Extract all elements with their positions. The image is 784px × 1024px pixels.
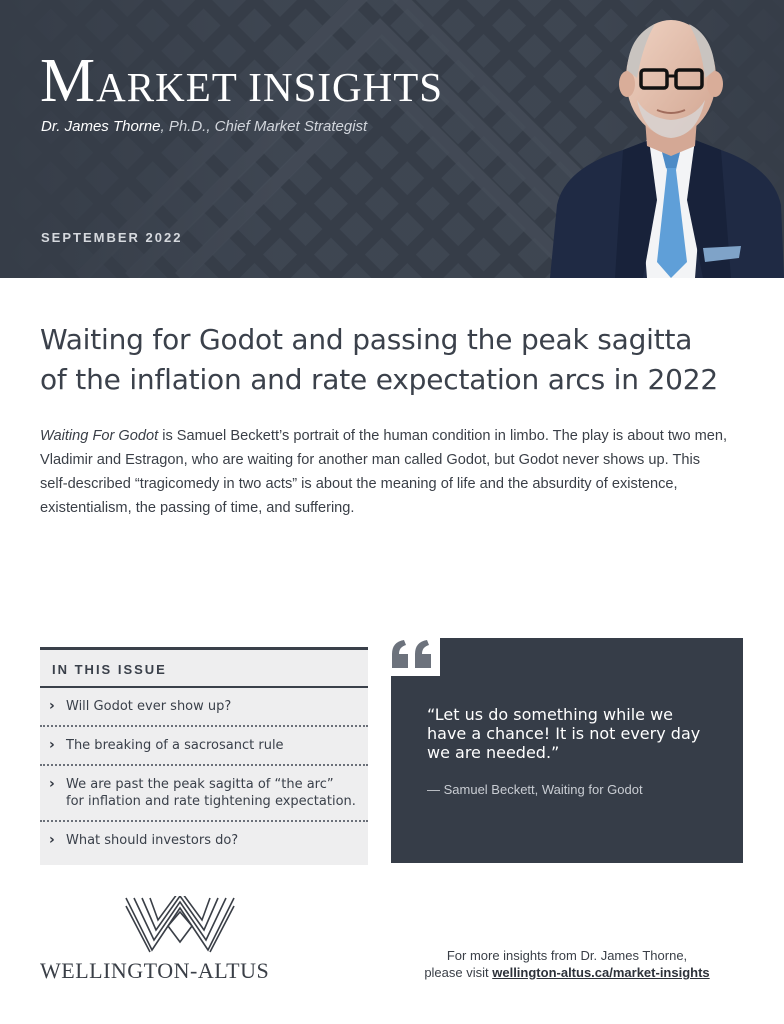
in-this-issue-heading: IN THIS ISSUE [40,650,368,688]
market-insights-link[interactable]: wellington-altus.ca/market-insights [492,965,710,980]
intro-body: is Samuel Beckett’s portrait of the human condition in limbo. The play is about two men, Vladimir and Estragon, who are waiting for another man called Godot, but Godot never shows up. This self-described “tragicomedy in two acts” is about the meaning of life and the absurdity of existence, existentialism, the passing of time, and suffering. [40,428,728,516]
cta-line-2-prefix: please visit [424,965,493,980]
footer-call-to-action [400,947,734,981]
headline-line-2: of the inflation and rate expectation arcs in 2022 [40,363,718,396]
quote-mark-icon [388,636,440,676]
toc-item-label: The breaking of a sacrosanct rule [66,738,284,753]
chevron-right-icon: › [49,737,55,753]
quote-line-2: have a chance! It is not every day [427,724,701,743]
toc-item-label-continued: for inflation and rate tightening expectation. [66,794,356,809]
in-this-issue-box [40,647,368,865]
article-headline [40,320,760,400]
chevron-right-icon: › [49,832,55,848]
chevron-right-icon: › [49,776,55,792]
header-banner [0,0,784,278]
play-title: Waiting For Godot [40,428,159,444]
toc-item-sacrosanct-rule[interactable] [40,727,368,766]
author-name: Dr. James Thorne [41,118,161,135]
toc-item-peak-sagitta[interactable] [40,766,368,822]
intro-paragraph [40,424,730,520]
author-portrait [545,0,784,278]
chevron-right-icon: › [49,698,55,714]
toc-item-label: We are past the peak sagitta of “the arc” [66,777,334,792]
author-credentials: , Ph.D., Chief Market Strategist [160,118,368,135]
issue-date: SEPTEMBER 2022 [41,230,183,245]
logo-wordmark: WELLINGTON-ALTUS [40,958,270,983]
author-byline [41,118,367,135]
headline-line-1: Waiting for Godot and passing the peak sagitta [40,323,693,356]
quote-attribution: — Samuel Beckett, Waiting for Godot [427,782,643,797]
quote-line-1: “Let us do something while we [427,705,673,724]
wellington-altus-logo [124,896,236,954]
toc-item-label: Will Godot ever show up? [66,699,232,714]
quote-text [427,705,717,762]
quote-line-3: we are needed.” [427,743,560,762]
toc-item-label: What should investors do? [66,833,239,848]
toc-item-godot[interactable] [40,688,368,727]
cta-line-1: For more insights from Dr. James Thorne, [446,948,688,963]
toc-item-investors[interactable] [40,822,368,859]
publication-title: MARKET INSIGHTS [40,47,444,115]
